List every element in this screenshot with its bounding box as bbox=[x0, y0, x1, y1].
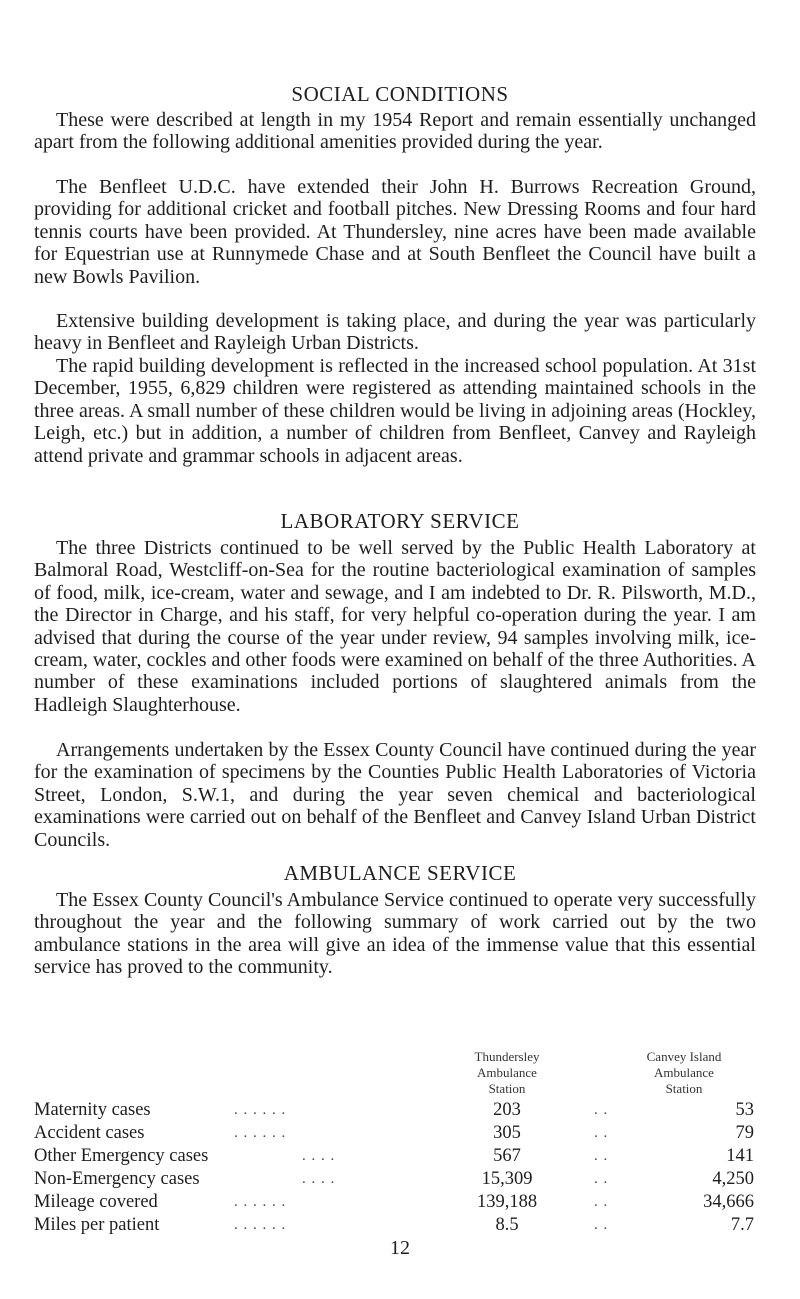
table-row bbox=[34, 1099, 756, 1121]
table-row bbox=[34, 1122, 756, 1144]
canvey-value: 7.7 bbox=[730, 1215, 754, 1235]
leader-dots: . . bbox=[594, 1148, 609, 1164]
leader-dots: . . . . . . bbox=[234, 1217, 287, 1233]
table-row bbox=[34, 1168, 756, 1190]
leader-dots: . . bbox=[594, 1194, 609, 1210]
row-label: Other Emergency cases bbox=[34, 1146, 209, 1166]
ambulance-paragraph-1: The Essex County Council's Ambulance Service continued to operate very successfully throughout the year and the following summary of work carried out by the two ambulance stations in the area will give an idea of the immense value that this essential service has proved to the community. bbox=[34, 889, 756, 979]
table-row bbox=[34, 1214, 756, 1236]
leader-dots: . . . . . . bbox=[234, 1194, 287, 1210]
social-paragraph-2: The Benfleet U.D.C. have extended their John H. Burrows Recreation Ground, providing for additional cricket and football pitches. New Dressing Rooms and four hard tennis courts have been provided. At Thundersley, nine acres have been made available for Equestrian use at Runnymede Chase and at South Benfleet the Council have built a new Bowls Pavilion. bbox=[34, 176, 756, 288]
laboratory-paragraph-2: Arrangements undertaken by the Essex County Council have continued during the year for the examination of specimens by the Counties Public Health Laboratories of Victoria Street, London, S.W.1, and during the year seven chemical and bacteriological examinations were carried out on behalf of the Benfleet and Canvey Island Urban District Councils. bbox=[34, 739, 756, 851]
row-label: Accident cases bbox=[34, 1123, 145, 1143]
table-row bbox=[34, 1145, 756, 1167]
column-header-thundersley-text: Thundersley Ambulance Station bbox=[474, 1049, 540, 1096]
leader-dots: . . bbox=[594, 1125, 609, 1141]
canvey-value: 141 bbox=[726, 1146, 754, 1166]
canvey-value: 79 bbox=[735, 1123, 754, 1143]
leader-dots: . . . . . . bbox=[234, 1125, 287, 1141]
canvey-value: 34,666 bbox=[703, 1192, 754, 1212]
column-header-canvey bbox=[609, 1049, 759, 1097]
social-conditions-heading: SOCIAL CONDITIONS bbox=[291, 82, 509, 106]
leader-dots: . . bbox=[594, 1102, 609, 1118]
thundersley-value: 203 bbox=[493, 1100, 521, 1120]
column-header-thundersley bbox=[432, 1049, 582, 1097]
leader-dots: . . bbox=[594, 1217, 609, 1233]
thundersley-value: 567 bbox=[493, 1146, 521, 1166]
leader-dots: . . . . bbox=[302, 1148, 336, 1164]
social-paragraph-3: Extensive building development is taking place, and during the year was particularly heavy in Benfleet and Rayleigh Urban Districts. bbox=[34, 310, 756, 355]
social-paragraph-4: The rapid building development is reflected in the increased school population. At 31st December, 1955, 6,829 children were registered as attending maintained schools in the three areas. A small number of these children would be living in adjoining areas (Hockley, Leigh, etc.) but in addition, a number of children from Benfleet, Canvey and Rayleigh attend private and grammar schools in adjacent areas. bbox=[34, 355, 756, 467]
thundersley-value: 305 bbox=[493, 1123, 521, 1143]
thundersley-value: 139,188 bbox=[476, 1192, 538, 1212]
thundersley-value: 15,309 bbox=[481, 1169, 533, 1189]
laboratory-service-heading: LABORATORY SERVICE bbox=[280, 509, 520, 533]
leader-dots: . . . . . . bbox=[234, 1102, 287, 1118]
table-row bbox=[34, 1191, 756, 1213]
canvey-value: 53 bbox=[735, 1100, 754, 1120]
laboratory-paragraph-1: The three Districts continued to be well served by the Public Health Laboratory at Balmoral Road, Westcliff-on-Sea for the routine bacteriological examination of samples of food, milk, ice-cream, water and sewage, and I am indebted to Dr. R. Pilsworth, M.D., the Director in Charge, and his staff, for very helpful co-operation during the year. I am advised that during the course of the year under review, 94 samples involving milk, ice-cream, water, cockles and other foods were examined on behalf of the three Authorities. A number of these examinations included portions of slaughtered animals from the Hadleigh Slaughterhouse. bbox=[34, 537, 756, 716]
social-paragraph-1: These were described at length in my 1954 Report and remain essentially unchanged apart from the following additional amenities provided during the year. bbox=[34, 109, 756, 154]
canvey-value: 4,250 bbox=[712, 1169, 754, 1189]
row-label: Non-Emergency cases bbox=[34, 1169, 200, 1189]
column-header-canvey-text: Canvey Island Ambulance Station bbox=[646, 1049, 722, 1096]
thundersley-value: 8.5 bbox=[495, 1215, 519, 1235]
leader-dots: . . bbox=[594, 1171, 609, 1187]
page-number: 12 bbox=[390, 1237, 410, 1259]
row-label: Miles per patient bbox=[34, 1215, 160, 1235]
row-label: Mileage covered bbox=[34, 1192, 158, 1212]
row-label: Maternity cases bbox=[34, 1100, 151, 1120]
ambulance-service-heading: AMBULANCE SERVICE bbox=[283, 861, 517, 885]
leader-dots: . . . . bbox=[302, 1171, 336, 1187]
